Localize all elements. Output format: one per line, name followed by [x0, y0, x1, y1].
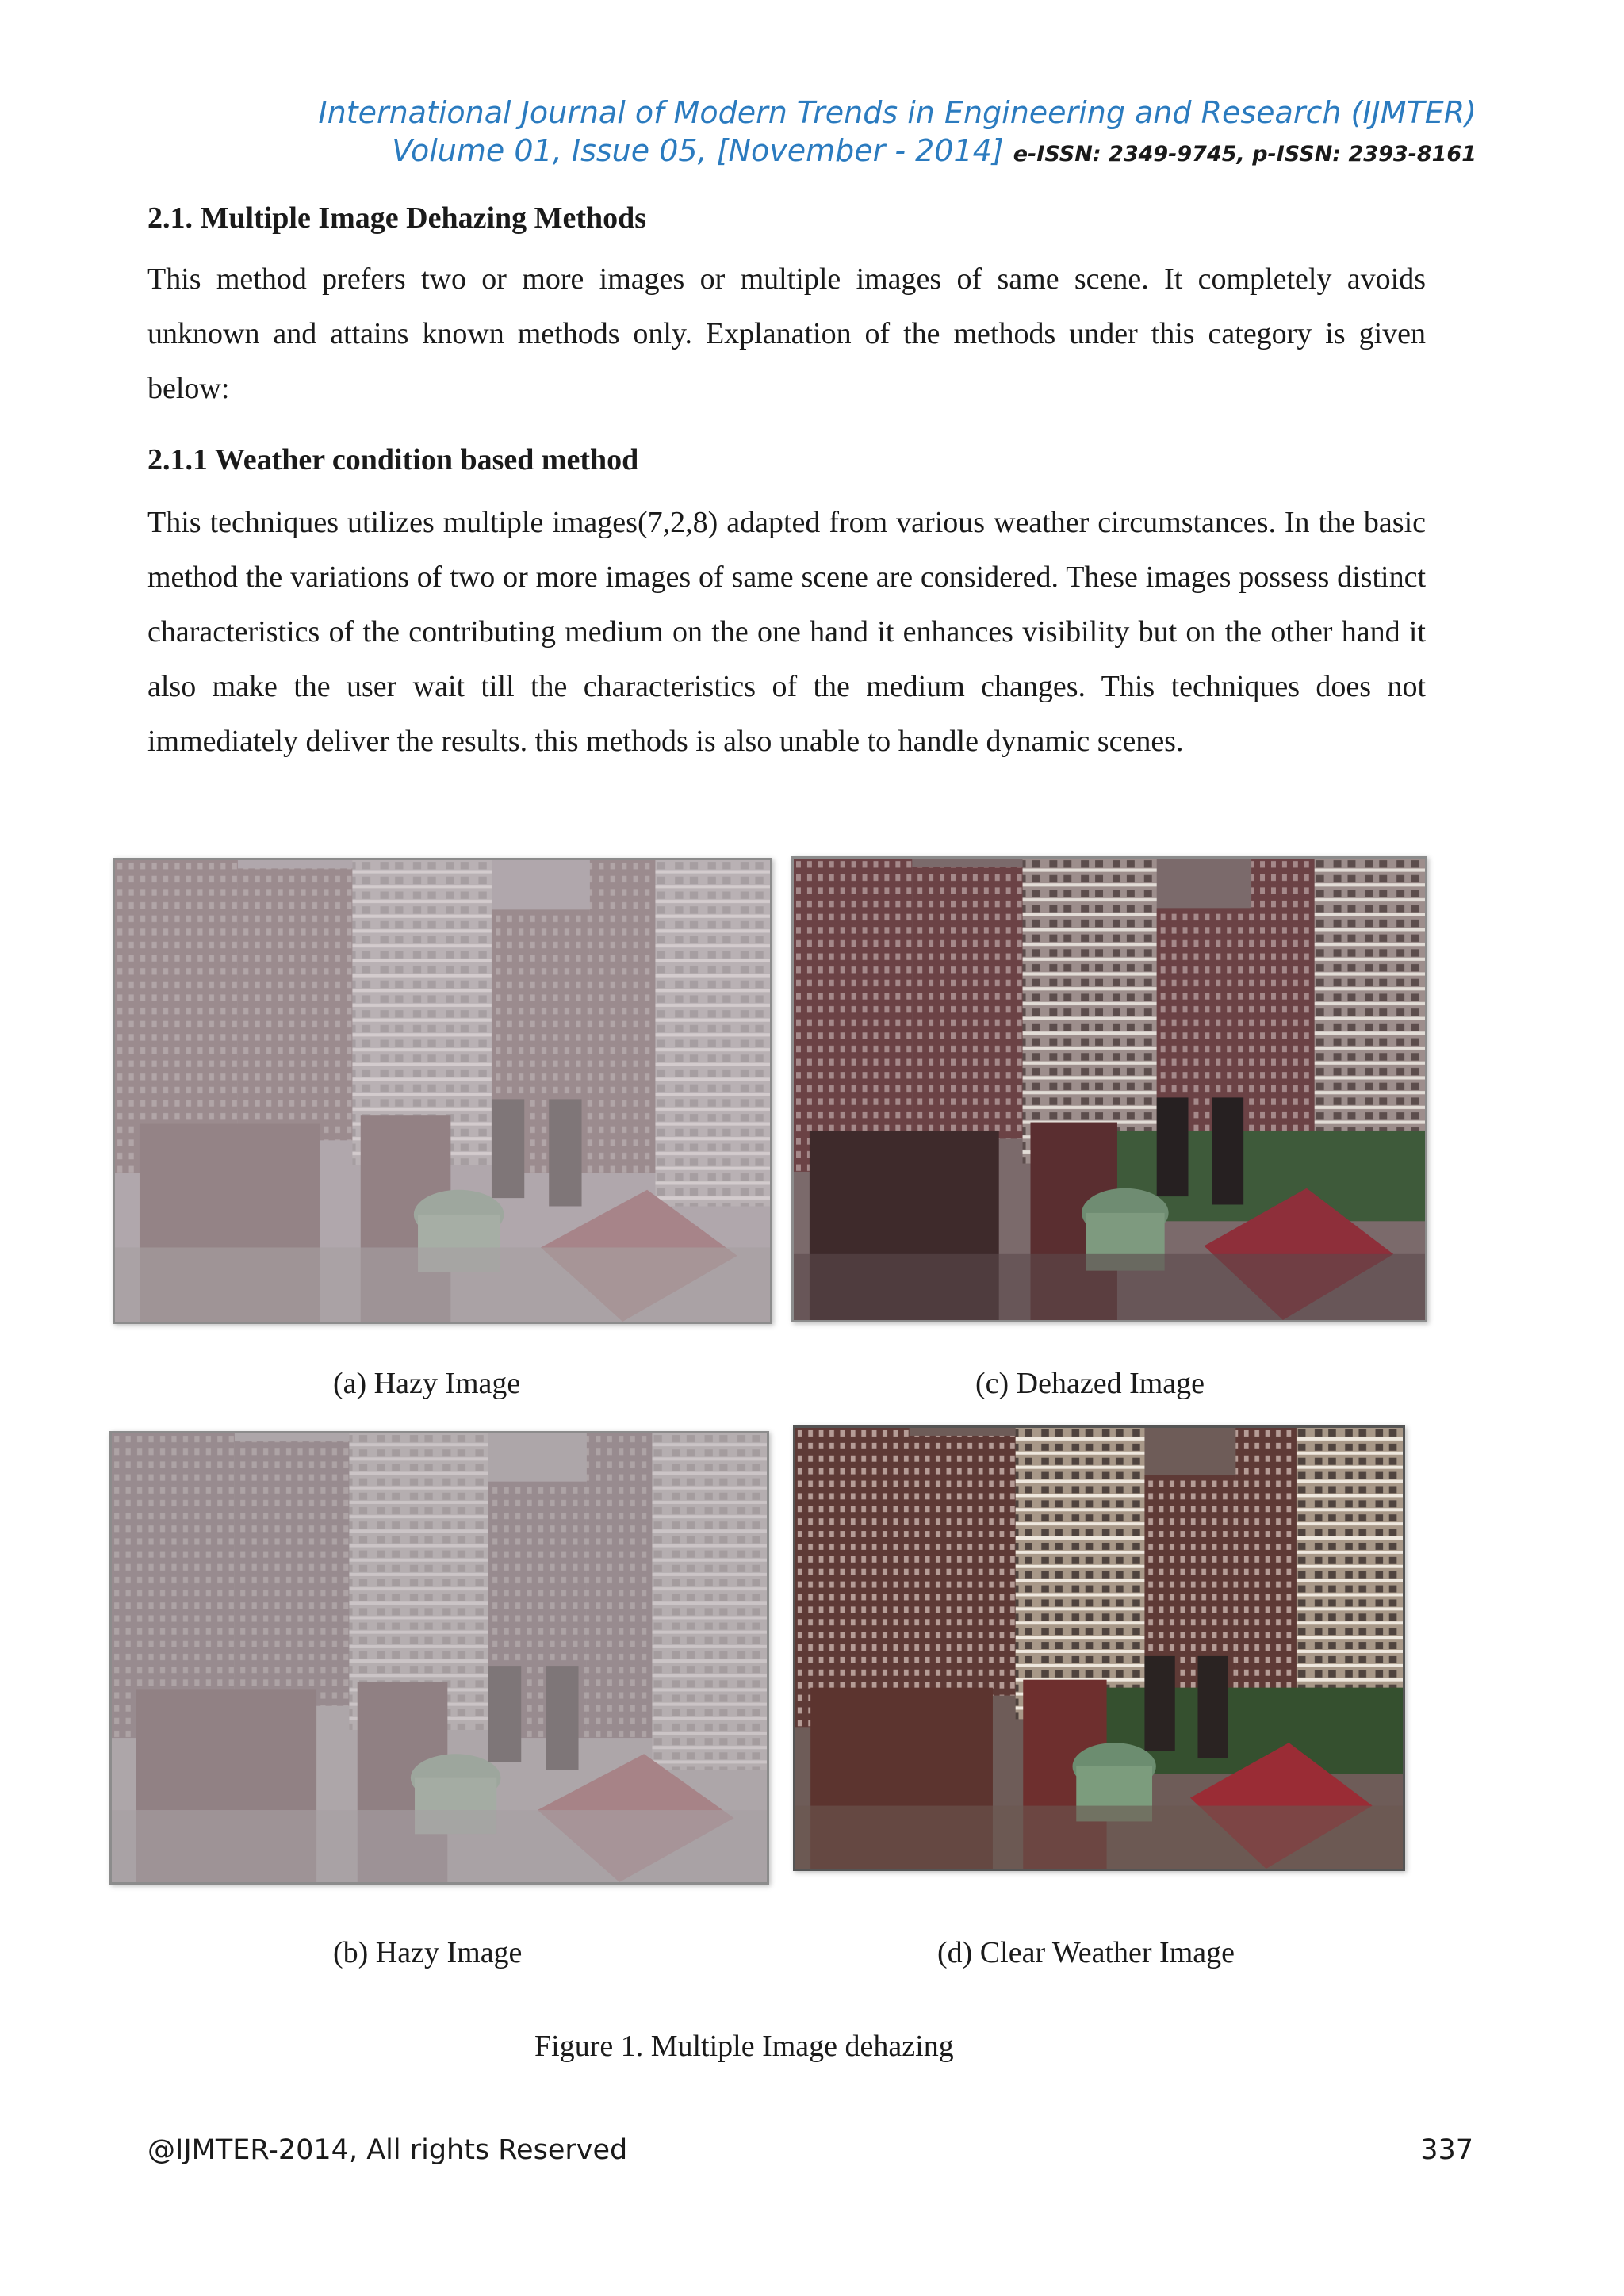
- caption-a: (a) Hazy Image: [333, 1367, 521, 1400]
- caption-c: (c) Dehazed Image: [975, 1367, 1205, 1400]
- caption-d: (d) Clear Weather Image: [937, 1936, 1235, 1969]
- section-heading: 2.1. Multiple Image Dehazing Methods: [147, 201, 647, 235]
- cityscape-illustration: [112, 1433, 767, 1882]
- running-header: [128, 94, 1477, 174]
- subsection-paragraph: This techniques utilizes multiple images(7,2,8) adapted from various weather circumstances. In the basic method the variations of two or more images of same scene are considered. These images possess distinct characteristics of the contributing medium on the one hand it enhances visibility but on the other hand it also make the user wait till the characteristics of the medium changes. This techniques does not immediately deliver the results. this methods is also unable to handle dynamic scenes.: [147, 506, 1426, 758]
- cityscape-illustration: [795, 1428, 1403, 1869]
- journal-title: International Journal of Modern Trends in Engineering and Research (IJMTER): [318, 95, 1477, 130]
- issn-numbers: e-ISSN: 2349-9745, p-ISSN: 2393-8161: [1013, 142, 1477, 166]
- figure-image-d-clear-weather: [793, 1425, 1405, 1871]
- footer-copyright: @IJMTER-2014, All rights Reserved: [147, 2134, 628, 2166]
- cityscape-illustration: [794, 859, 1425, 1320]
- caption-b: (b) Hazy Image: [333, 1936, 523, 1969]
- cityscape-illustration: [115, 860, 770, 1322]
- page-number: 337: [1420, 2134, 1473, 2166]
- figure-title: Figure 1. Multiple Image dehazing: [534, 2030, 954, 2063]
- volume-line: [128, 132, 1477, 174]
- figure-image-c-dehazed: [791, 856, 1427, 1322]
- volume-issue: Volume 01, Issue 05, [November - 2014]: [392, 133, 1004, 168]
- subsection-heading: 2.1.1 Weather condition based method: [147, 443, 639, 476]
- section-paragraph: This method prefers two or more images or multiple images of same scene. It completely avoids unknown and attains known methods only. Explanation of the methods under this category is given below:: [147, 262, 1426, 405]
- figure-image-a-hazy: [113, 858, 772, 1324]
- figure-image-b-hazy: [109, 1431, 769, 1885]
